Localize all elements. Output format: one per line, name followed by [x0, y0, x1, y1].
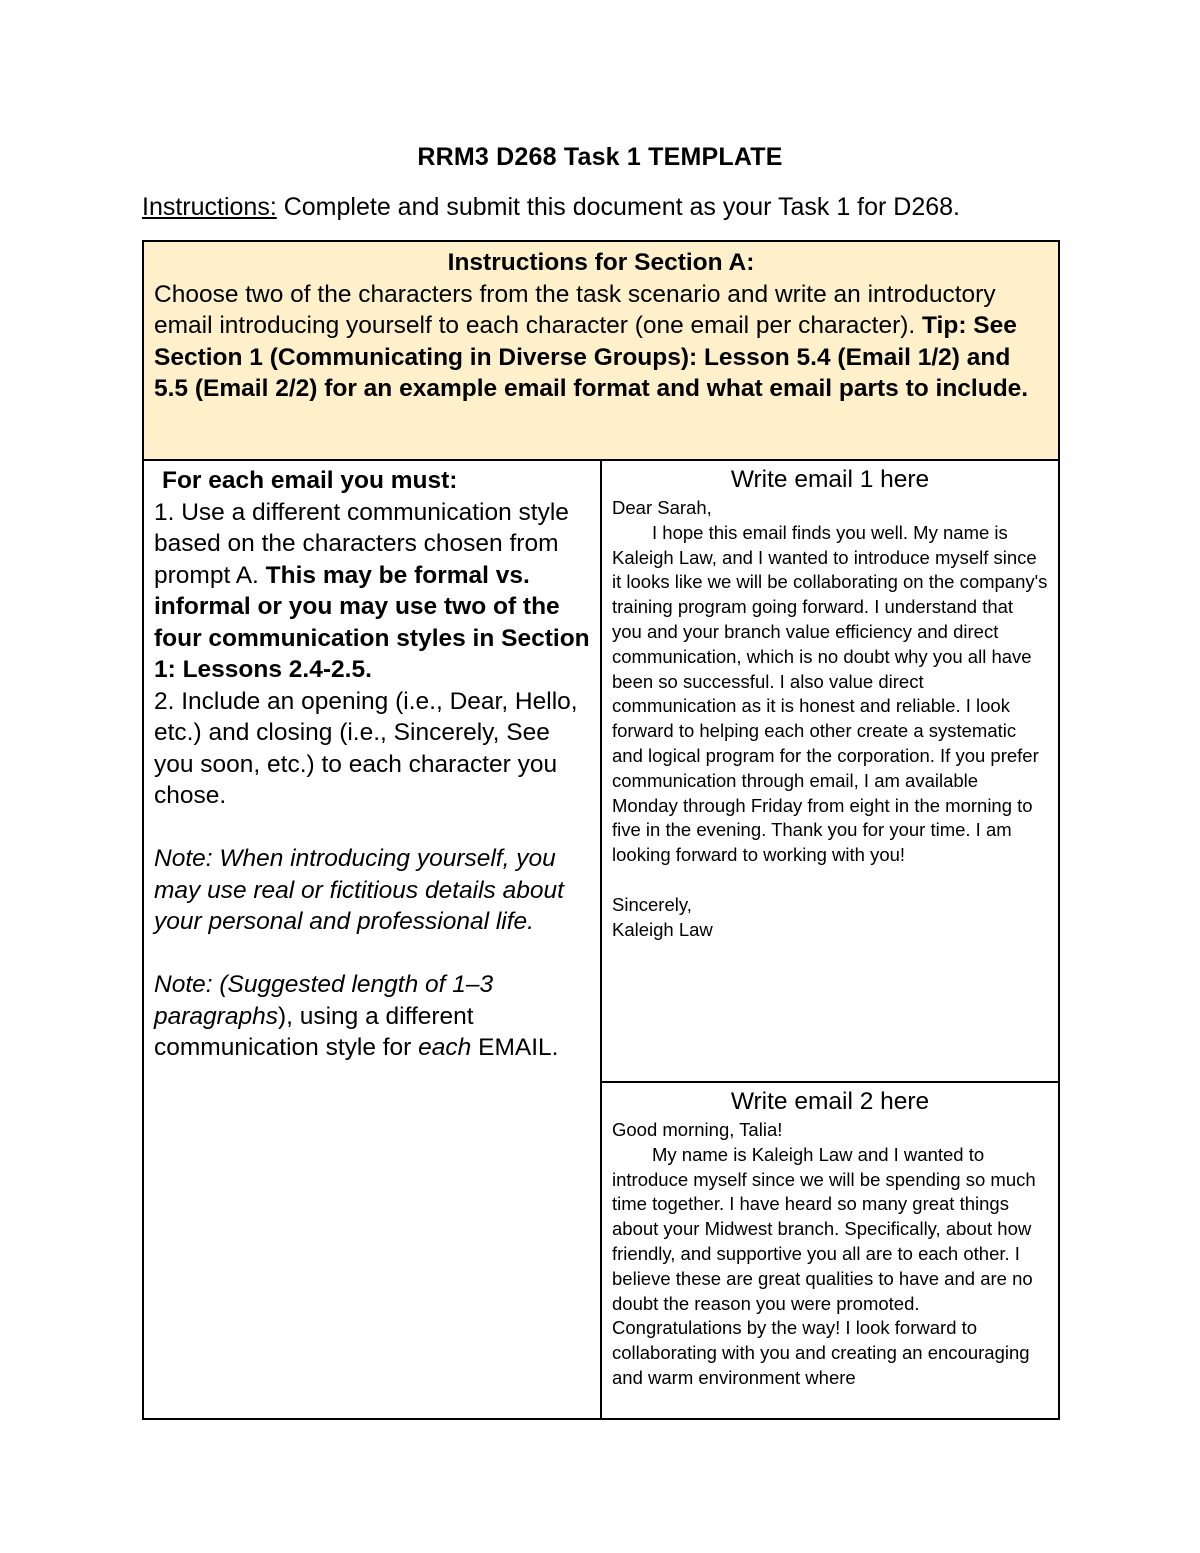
note-length-part: Suggested length of 1–3 paragraphs: [154, 971, 494, 1030]
note-personal-details: [154, 843, 590, 938]
requirement-item-1: [154, 497, 590, 686]
email-2-greeting: Good morning, Talia!: [612, 1119, 783, 1140]
section-a-body: [154, 279, 1048, 405]
note-length-part: Note: (: [154, 971, 228, 998]
instructions-label: Instructions:: [142, 193, 277, 221]
instructions-text: Complete and submit this document as your Task 1 for D268.: [276, 193, 960, 221]
section-a-text: Choose two of the characters from the task scenario and write an introductory email introducing yourself to each character (one email per character).: [154, 280, 996, 339]
email-2-body: My name is Kaleigh Law and I wanted to introduce myself since we will be spending so much time together. I have heard so many great things about your Midwest branch. Specifically, about how friendly, and supportive you all are to each other. I believe these are great qualities to have and are no doubt the reason you were promoted. Congratulations by the way! I look forward to collaborating with you and creating an encouraging and warm environment where: [612, 1143, 1036, 1388]
requirements-cell: [143, 460, 601, 1419]
note-length-part: each: [418, 1034, 472, 1061]
email-1-heading: Write email 1 here: [730, 466, 930, 493]
section-a-instructions-cell: [143, 241, 1059, 460]
section-a-heading: Instructions for Section A:: [447, 249, 755, 276]
note-length-part: EMAIL.: [471, 1034, 559, 1061]
email-2-content: [612, 1118, 1048, 1418]
note-personal-details-text: Note: When introducing yourself, you may use real or fictitious details about your personal and professional life.: [154, 845, 564, 935]
email-2-cell[interactable]: [601, 1082, 1059, 1419]
document-title: RRM3 D268 Task 1 TEMPLATE: [417, 143, 783, 171]
note-length: [154, 969, 590, 1064]
requirement-item-2: 2. Include an opening (i.e., Dear, Hello, etc.) and closing (i.e., Sincerely, See you soon, etc.) to each character you chose.: [154, 687, 578, 809]
spacer: [612, 868, 1048, 893]
section-a-tip: Tip: See Section 1 (Communicating in Diverse Groups): Lesson 5.4 (Email 1/2) and 5.5 (Email 2/2) for an example email format and what email parts to include.: [154, 312, 1029, 402]
email-1-body: I hope this email finds you well. My name is Kaleigh Law, and I wanted to introduce myself since it looks like we will be collaborating on the company's training program going forward. I understand that you and your branch value efficiency and direct communication, which is no doubt why you all have been so successful. I also value direct communication as it is honest and reliable. I look forward to helping each other create a systematic and logical program for the corporation. If you prefer communication through email, I am available Monday through Friday from eight in the morning to five in the evening. Thank you for your time. I am looking forward to working with you!: [612, 521, 1048, 866]
email-1-signature: Kaleigh Law: [612, 918, 713, 940]
note-length-part: ), using a different communication style for: [154, 1002, 474, 1061]
spacer: [154, 938, 590, 970]
email-1-greeting: Dear Sarah,: [612, 497, 712, 518]
email-1-closing: Sincerely,: [612, 893, 692, 915]
requirements-heading: For each email you must:: [162, 467, 458, 494]
email-1-cell[interactable]: [601, 460, 1059, 1082]
spacer: [154, 812, 590, 844]
template-table: [142, 240, 1060, 1420]
requirement-item-1-bold: This may be formal vs. informal or you may use two of the four communication styles in Section 1: Lessons 2.4-2.5.: [154, 561, 590, 683]
email-2-heading: Write email 2 here: [730, 1088, 930, 1115]
requirement-item-1-text: 1. Use a different communication style based on the characters chosen from prompt A.: [154, 498, 569, 589]
instructions-line: [142, 193, 960, 222]
